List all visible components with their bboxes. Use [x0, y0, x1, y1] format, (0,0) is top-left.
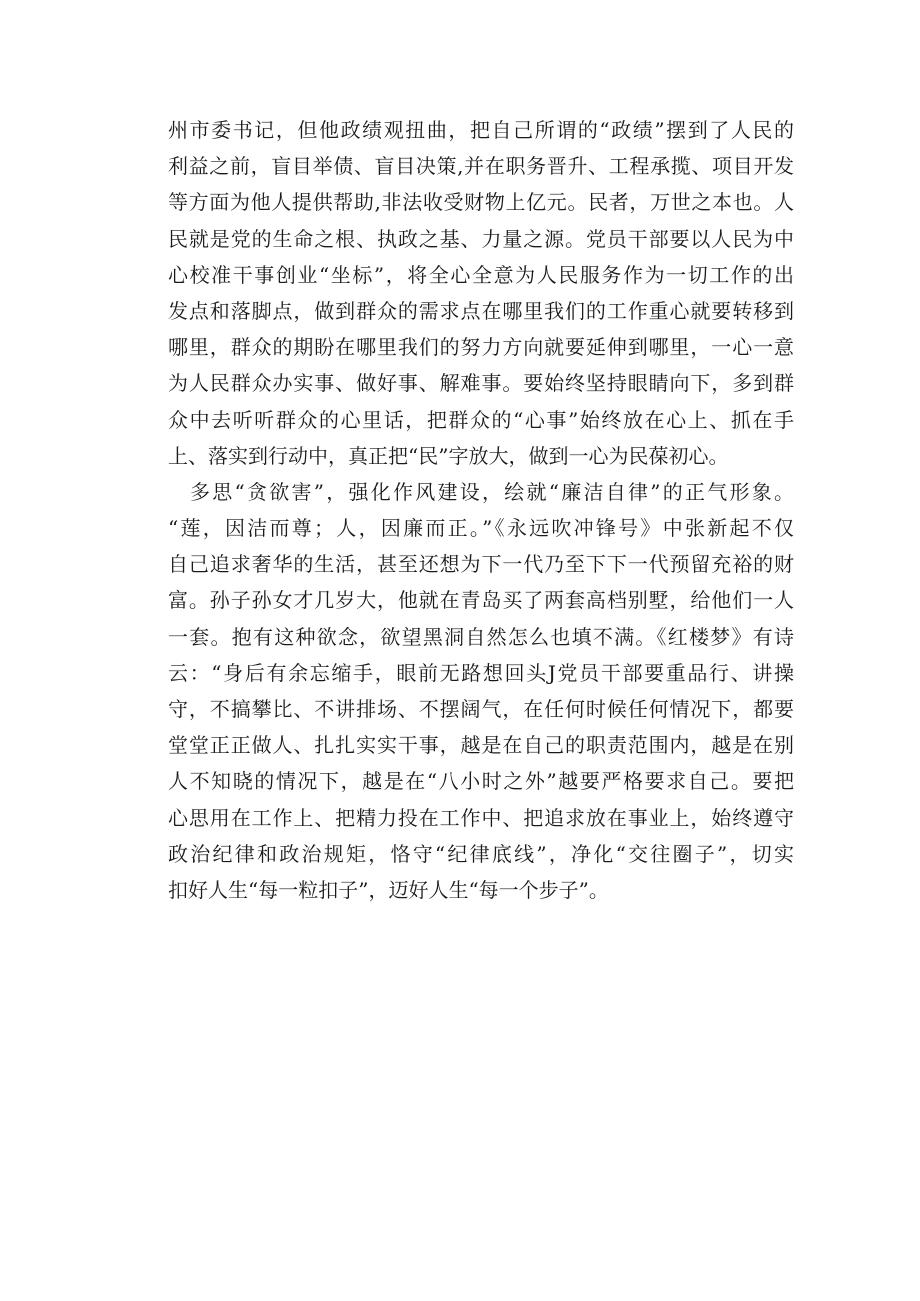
text-line: 堂堂正正做人、扎扎实实干事，越是在自己的职责范围内，越是在别	[168, 733, 794, 758]
text-line: 一套。抱有这种欲念，欲望黑洞自然怎么也填不满。《红楼梦》有诗	[168, 624, 794, 649]
text-line: 州市委书记，但他政绩观扭曲，把自己所谓的“政绩”摆到了人民的	[168, 118, 794, 142]
paragraph-first-line: 多思“贪欲害”，强化作风建设，绘就“廉洁自律”的正气形象。	[190, 479, 794, 504]
text-line: 心校准干事创业“坐标”，将全心全意为人民服务作为一切工作的出	[168, 262, 794, 287]
text-line: 等方面为他人提供帮助,非法收受财物上亿元。民者，万世之本也。人	[168, 190, 794, 215]
text-line: 发点和落脚点，做到群众的需求点在哪里我们的工作重心就要转移到	[168, 298, 794, 323]
text-line: 富。孙子孙女才几岁大，他就在青岛买了两套高档别墅，给他们一人	[168, 588, 794, 613]
text-line: 云：“身后有余忘缩手，眼前无路想回头J党员干部要重品行、讲操	[168, 660, 794, 685]
text-line: “莲，因洁而尊；人，因廉而正。”《永远吹冲锋号》中张新起不仅	[168, 516, 794, 541]
text-line: 守，不搞攀比、不讲排场、不摆阔气，在任何时候任何情况下，都要	[168, 697, 794, 721]
document-body	[168, 112, 794, 908]
text-line: 利益之前，盲目举债、盲目决策,并在职务晋升、工程承揽、项目开发	[168, 154, 794, 179]
text-line: 人不知晓的情况下，越是在“八小时之外”越要严格要求自己。要把	[168, 769, 794, 794]
text-line: 民就是党的生命之根、执政之基、力量之源。党员干部要以人民为中	[168, 226, 794, 251]
text-line: 为人民群众办实事、做好事、解难事。要始终坚持眼睛向下，多到群	[168, 371, 794, 396]
text-line: 政治纪律和政治规矩，恪守“纪律底线”，净化“交往圈子”，切实	[168, 841, 794, 866]
text-line: 自己追求奢华的生活，甚至还想为下一代乃至下下一代预留充裕的财	[168, 552, 794, 577]
text-line: 扣好人生“每一粒扣子”，迈好人生“每一个步子”。	[168, 877, 609, 902]
text-line: 哪里，群众的期盼在哪里我们的努力方向就要延伸到哪里，一心一意	[168, 335, 794, 360]
text-line: 众中去听听群众的心里话，把群众的“心事”始终放在心上、抓在手	[168, 407, 794, 432]
text-line: 心思用在工作上、把精力投在工作中、把追求放在事业上，始终遵守	[168, 805, 794, 830]
text-line: 上、落实到行动中，真正把“民”字放大，做到一心为民葆初心。	[168, 443, 729, 468]
